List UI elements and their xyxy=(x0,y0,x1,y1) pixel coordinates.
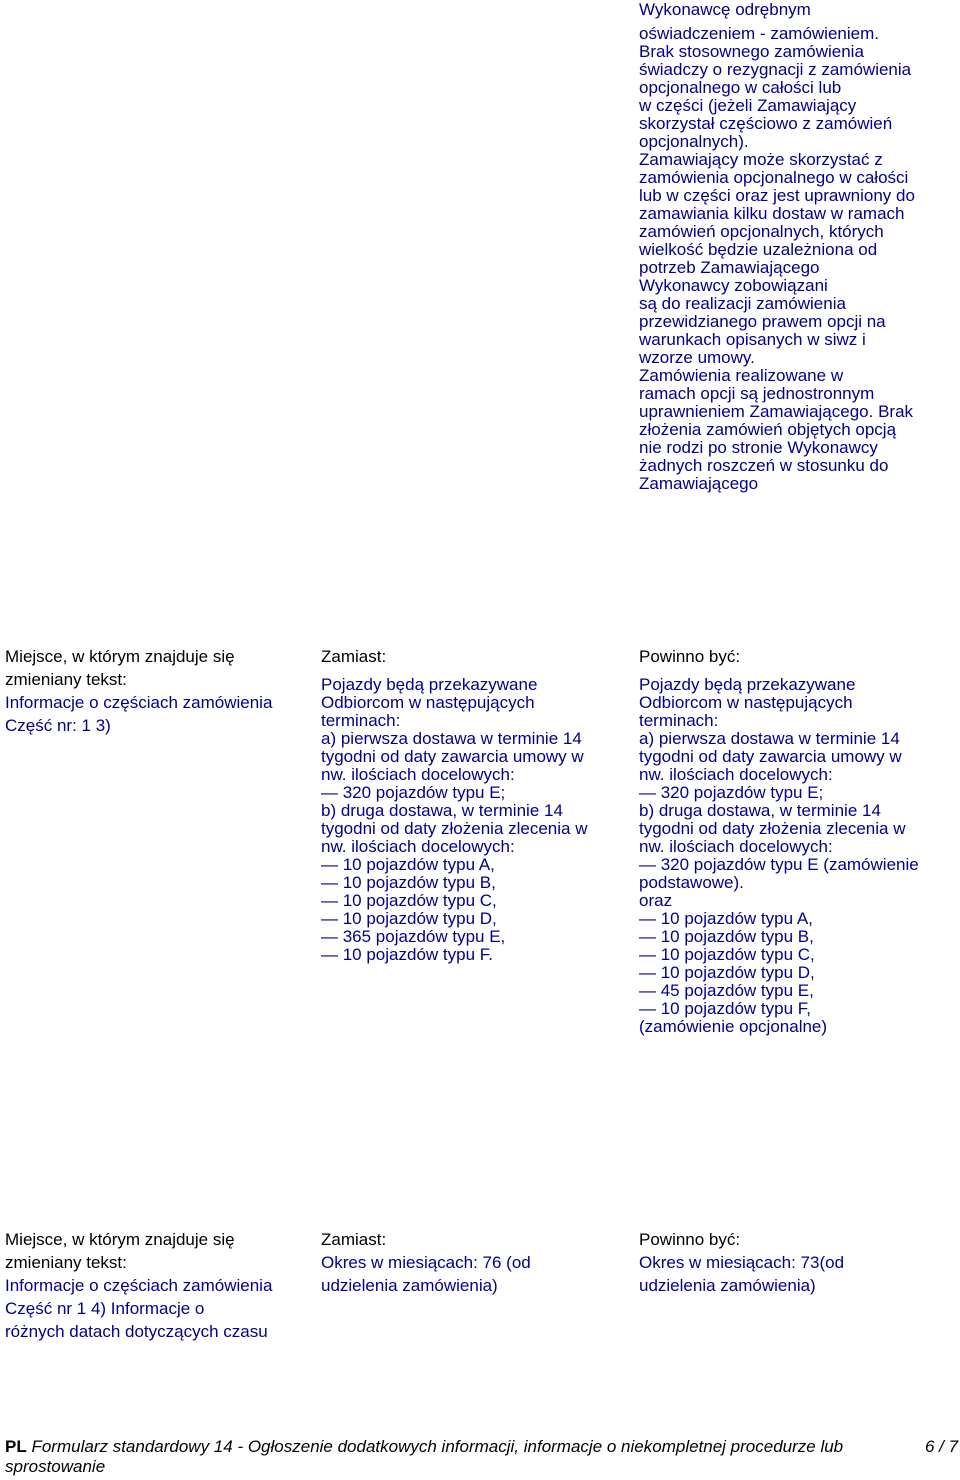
place-label: Miejsce, w którym znajduje się xyxy=(5,647,235,666)
page-footer xyxy=(5,1437,960,1477)
text-line: tygodni od daty zawarcia umowy w xyxy=(639,747,902,766)
text-line: b) druga dostawa, w terminie 14 xyxy=(321,801,563,820)
text-line: — 10 pojazdów typu A, xyxy=(639,909,813,928)
place-value: Część nr: 1 3) xyxy=(5,716,111,735)
text-line: oraz xyxy=(639,891,673,910)
text-line: tygodni od daty złożenia zlecenia w xyxy=(321,819,588,838)
text-line: — 10 pojazdów typu C, xyxy=(639,945,815,964)
text-line: Odbiorcom w następujących xyxy=(639,693,853,712)
text-line: — 10 pojazdów typu D, xyxy=(639,963,815,982)
text-line: potrzeb Zamawiającego xyxy=(639,258,820,277)
text-line: nie rodzi po stronie Wykonawcy xyxy=(639,438,878,457)
text-line: zamówienia opcjonalnego w całości xyxy=(639,168,909,187)
text-line: Odbiorcom w następujących xyxy=(321,693,535,712)
form-title-continued: sprostowanie xyxy=(5,1457,106,1476)
text-line: — 10 pojazdów typu F, xyxy=(639,999,811,1018)
change1-should-be xyxy=(639,645,919,1036)
text-line: — 10 pojazdów typu D, xyxy=(321,909,497,928)
text-line: — 320 pojazdów typu E (zamówienie xyxy=(639,855,919,874)
text-line: nw. ilościach docelowych: xyxy=(639,837,833,856)
text-line: opcjonalnego w całości lub xyxy=(639,78,842,97)
text-line: — 10 pojazdów typu A, xyxy=(321,855,495,874)
text-line: Zamówienia realizowane w xyxy=(639,366,844,385)
place-value: Informacje o częściach zamówienia xyxy=(5,1276,273,1295)
text-line: terminach: xyxy=(321,711,401,730)
place-value: Informacje o częściach zamówienia xyxy=(5,693,273,712)
place-label: zmieniany tekst: xyxy=(5,1253,127,1272)
text-line: wielkość będzie uzależniona od xyxy=(639,240,878,259)
instead-label: Zamiast: xyxy=(321,647,387,666)
text-line: — 10 pojazdów typu B, xyxy=(639,927,814,946)
text-line: nw. ilościach docelowych: xyxy=(639,765,833,784)
text-line: złożenia zamówień objętych opcją xyxy=(639,420,897,439)
text-line: a) pierwsza dostawa w terminie 14 xyxy=(321,729,582,748)
text-line: warunkach opisanych w siwz i xyxy=(639,330,866,349)
text-line: Pojazdy będą przekazywane xyxy=(321,675,538,694)
text-line: udzielenia zamówienia) xyxy=(321,1276,498,1295)
text-line: przewidzianego prawem opcji na xyxy=(639,312,886,331)
text-line: udzielenia zamówienia) xyxy=(639,1276,816,1295)
change1-place xyxy=(5,645,272,737)
text-line: oświadczeniem - zamówieniem. xyxy=(639,24,879,43)
text-line: skorzystał częściowo z zamówień xyxy=(639,114,893,133)
text-line: — 365 pojazdów typu E, xyxy=(321,927,506,946)
should-label: Powinno być: xyxy=(639,1230,741,1249)
text-line: opcjonalnych). xyxy=(639,132,749,151)
text-line: — 320 pojazdów typu E; xyxy=(639,783,824,802)
text-line: żadnych roszczeń w stosunku do xyxy=(639,456,889,475)
change1-instead xyxy=(321,645,588,964)
text-line: Pojazdy będą przekazywane xyxy=(639,675,856,694)
should-label: Powinno być: xyxy=(639,647,741,666)
text-line: tygodni od daty złożenia zlecenia w xyxy=(639,819,906,838)
change2-should-be xyxy=(639,1228,844,1297)
text-line: b) druga dostawa, w terminie 14 xyxy=(639,801,881,820)
text-line: zamówień opcjonalnych, których xyxy=(639,222,884,241)
text-line: a) pierwsza dostawa w terminie 14 xyxy=(639,729,900,748)
text-line: wzorze umowy. xyxy=(639,348,755,367)
text-line: Zamawiający może skorzystać z xyxy=(639,150,883,169)
text-line: są do realizacji zamówienia xyxy=(639,294,846,313)
text-line: Zamawiającego xyxy=(639,474,759,493)
text-line: — 45 pojazdów typu E, xyxy=(639,981,814,1000)
text-line: uprawnieniem Zamawiającego. Brak xyxy=(639,402,914,421)
page-number: 6 / 7 xyxy=(925,1437,959,1456)
continuation-text xyxy=(639,1,959,493)
form-title: Formularz standardowy 14 - Ogłoszenie dodatkowych informacji, informacje o niekompletnej procedurze lub xyxy=(31,1437,844,1456)
text-line: Okres w miesiącach: 76 (od xyxy=(321,1253,531,1272)
text-line: — 10 pojazdów typu F. xyxy=(321,945,493,964)
text-line: tygodni od daty zawarcia umowy w xyxy=(321,747,584,766)
text-line: Wykonawcę odrębnym xyxy=(639,0,811,19)
place-label: Miejsce, w którym znajduje się xyxy=(5,1230,235,1249)
text-line: Wykonawcy zobowiązani xyxy=(639,276,828,295)
text-line: zamawiania kilku dostaw w ramach xyxy=(639,204,905,223)
text-line: podstawowe). xyxy=(639,873,744,892)
text-line: nw. ilościach docelowych: xyxy=(321,837,515,856)
text-line: w części (jeżeli Zamawiający xyxy=(639,96,857,115)
place-label: zmieniany tekst: xyxy=(5,670,127,689)
text-line: ramach opcji są jednostronnym xyxy=(639,384,875,403)
place-value: różnych datach dotyczących czasu xyxy=(5,1322,268,1341)
text-line: Okres w miesiącach: 73(od xyxy=(639,1253,845,1272)
text-line: świadczy o rezygnacji z zamówienia xyxy=(639,60,912,79)
text-line: — 320 pojazdów typu E; xyxy=(321,783,506,802)
place-value: Część nr 1 4) Informacje o xyxy=(5,1299,205,1318)
change2-place xyxy=(5,1228,272,1343)
text-line: nw. ilościach docelowych: xyxy=(321,765,515,784)
text-line: — 10 pojazdów typu C, xyxy=(321,891,497,910)
text-line: lub w części oraz jest uprawniony do xyxy=(639,186,915,205)
change2-instead xyxy=(321,1228,531,1297)
text-line: (zamówienie opcjonalne) xyxy=(639,1017,828,1036)
language-code: PL xyxy=(5,1437,27,1456)
text-line: terminach: xyxy=(639,711,719,730)
text-line: Brak stosownego zamówienia xyxy=(639,42,864,61)
text-line: — 10 pojazdów typu B, xyxy=(321,873,496,892)
instead-label: Zamiast: xyxy=(321,1230,387,1249)
